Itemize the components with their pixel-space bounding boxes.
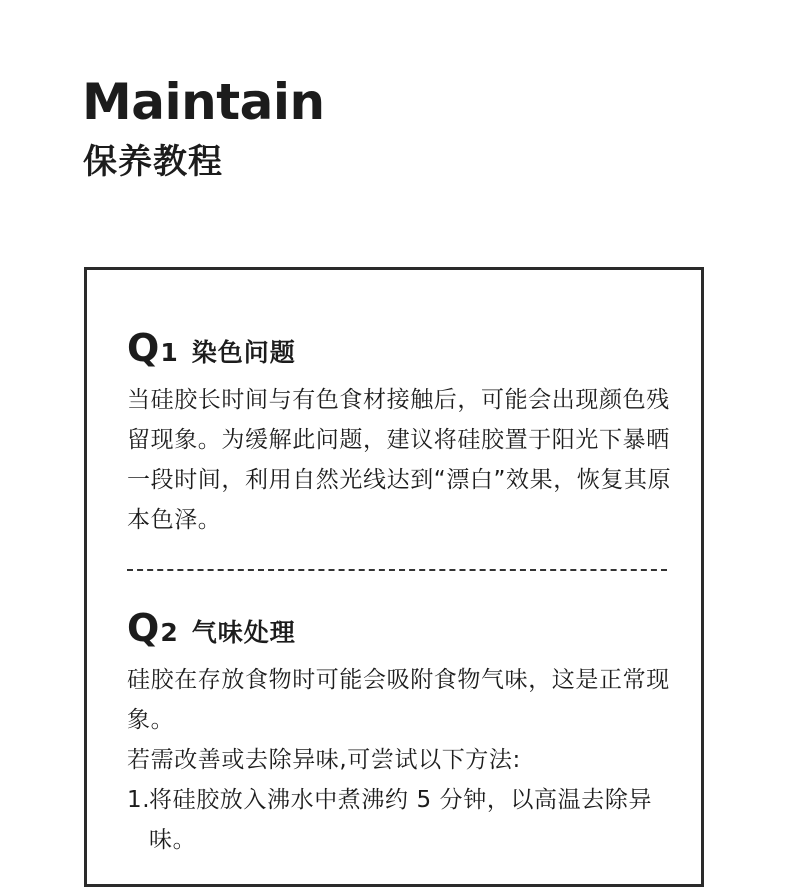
answer-paragraph: 硅胶在存放食物时可能会吸附食物气味，这是正常现象。 bbox=[127, 667, 670, 733]
answer-paragraph: 若需改善或去除异味,可尝试以下方法: bbox=[127, 747, 521, 773]
list-item-text: 将硅胶放入沸水中煮沸约 5 分钟，以高温去除异味。 bbox=[149, 787, 653, 853]
question-title: 气味处理 bbox=[191, 618, 296, 647]
maintenance-faq-card bbox=[84, 267, 704, 887]
list-item-number: 1. bbox=[127, 787, 151, 813]
faq-header bbox=[127, 326, 682, 372]
faq-section-odor bbox=[127, 606, 682, 860]
answer-body bbox=[127, 380, 682, 540]
question-number: 1 bbox=[160, 338, 178, 367]
dashed-divider bbox=[127, 569, 667, 571]
question-number: 2 bbox=[160, 618, 178, 647]
page-subtitle: 保养教程 bbox=[83, 142, 223, 182]
faq-section-staining bbox=[127, 326, 682, 540]
answer-paragraph: 当硅胶长时间与有色食材接触后，可能会出现颜色残留现象。为缓解此问题，建议将硅胶置于阳光下暴晒一段时间，利用自然光线达到“漂白”效果，恢复其原本色泽。 bbox=[127, 387, 672, 533]
method-list-item bbox=[127, 780, 682, 860]
question-letter: Q bbox=[127, 326, 160, 370]
answer-body bbox=[127, 660, 682, 860]
faq-header bbox=[127, 606, 682, 652]
question-letter: Q bbox=[127, 606, 160, 650]
page-title: Maintain bbox=[82, 73, 325, 131]
question-title: 染色问题 bbox=[191, 338, 296, 367]
